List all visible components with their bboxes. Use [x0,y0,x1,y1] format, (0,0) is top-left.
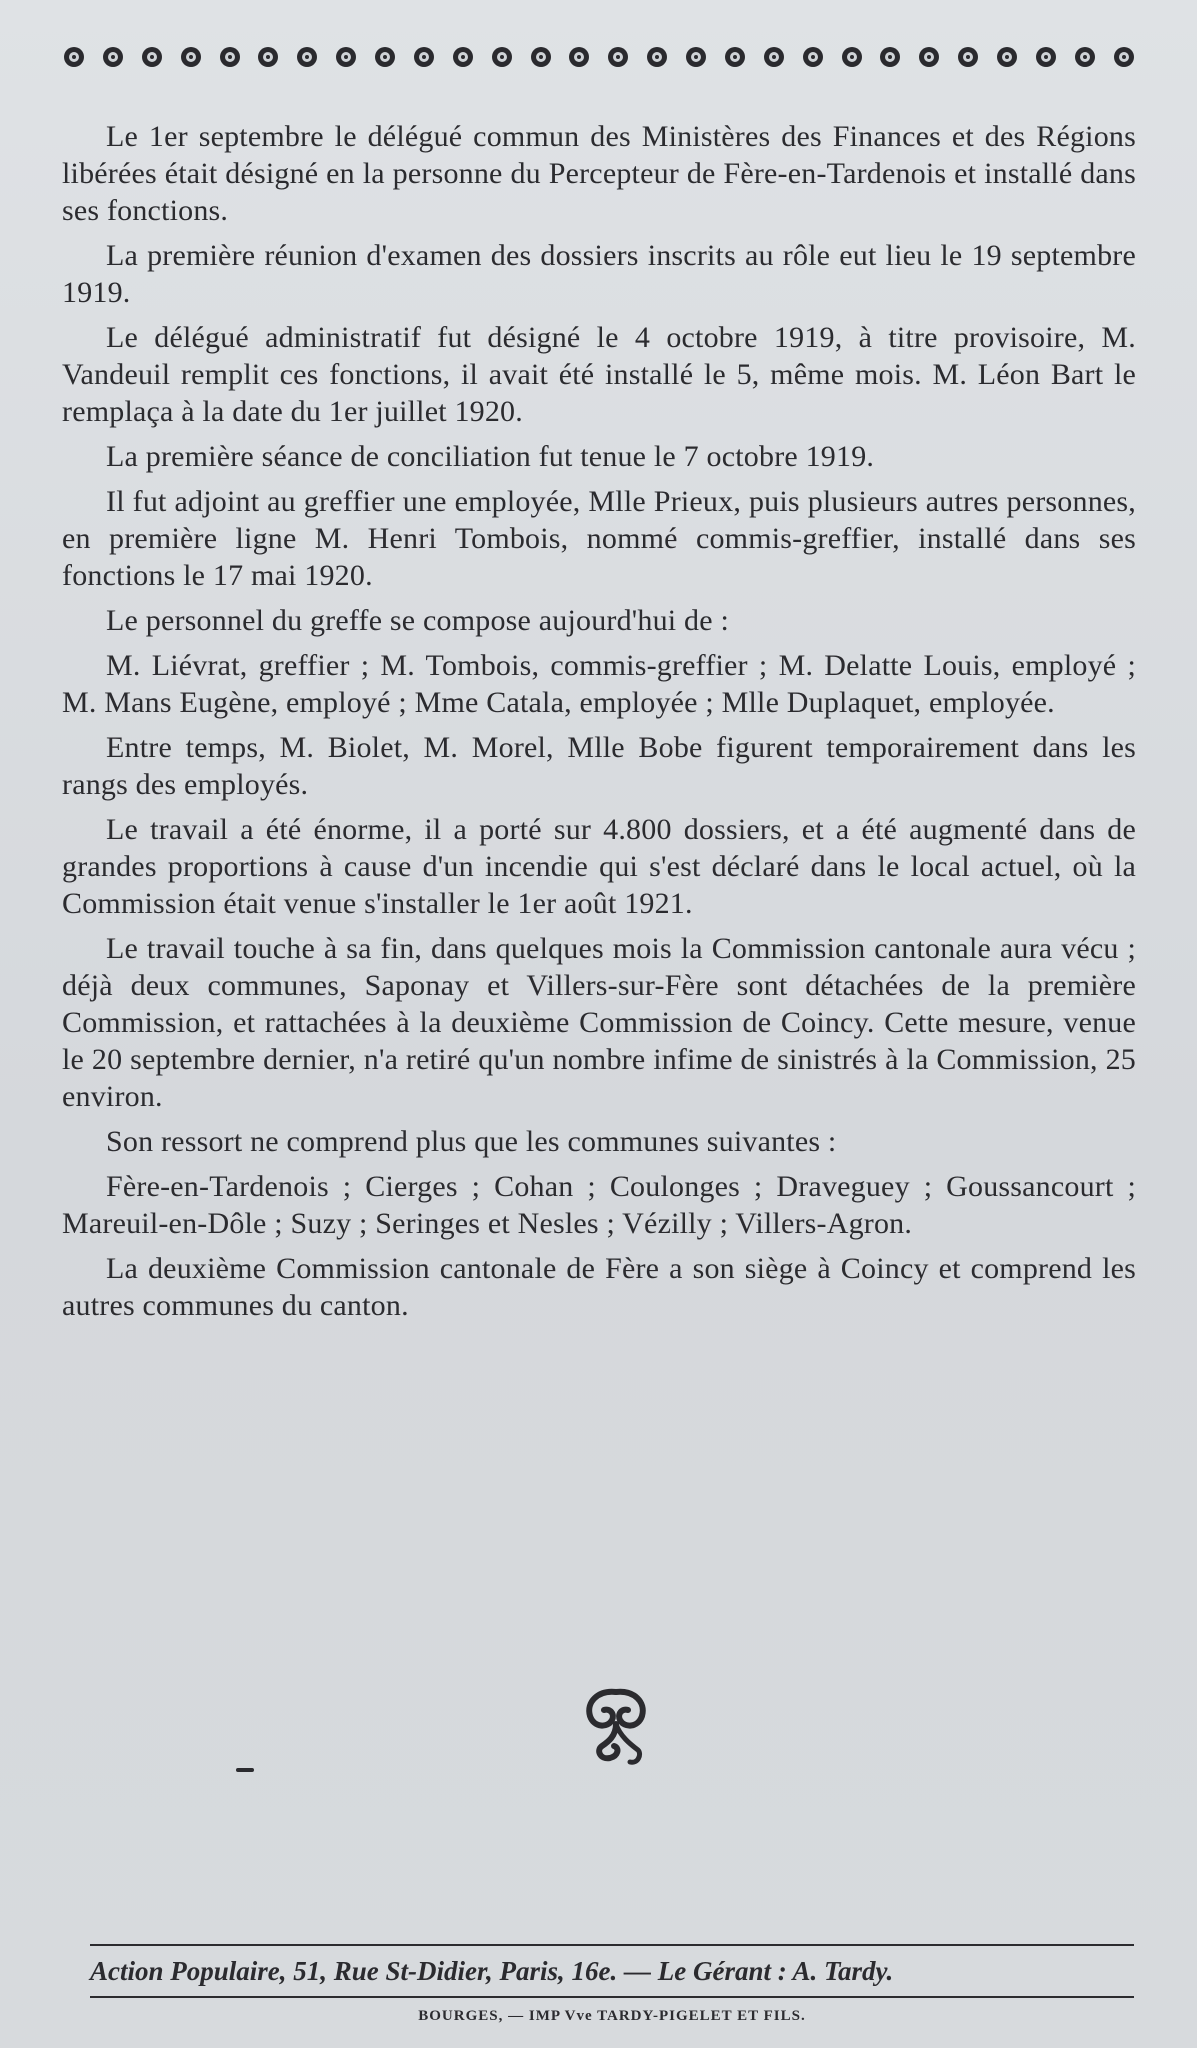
ring-dot-icon [220,47,240,67]
ring-dot-icon [181,47,201,67]
ring-dot-icon [64,47,84,67]
ring-dot-icon [297,47,317,67]
ring-dot-icon [492,47,512,67]
ring-dot-icon [958,47,978,67]
fleuron-ornament-icon [578,1684,654,1770]
ring-dot-icon [258,47,278,67]
ring-dot-icon [1036,47,1056,67]
ring-dot-icon [997,47,1017,67]
ring-dot-icon [842,47,862,67]
paragraph: Le 1er septembre le délégué commun des Ministères des Finances et des Régions libérées était désigné en la personne du Percepteur de Fère-en-Tardenois et installé dans ses fonctions. [62,120,1136,227]
ring-dot-icon [453,47,473,67]
footer-rule [90,1996,1134,1998]
ring-dot-icon [764,47,784,67]
ornament-border [64,44,1134,70]
ring-dot-icon [1114,47,1134,67]
paragraph: Le travail touche à sa fin, dans quelques mois la Commission cantonale aura vécu ; déjà deux communes, Saponay et Villers-sur-Fère sont détachées de la première Commission, et rattachées à la deuxième Commission de Coincy. Cette mesure, venue le 20 septembre dernier, n'a retiré qu'un nombre infime de sinistrés à la Commission, 25 environ. [62,932,1136,1113]
printer-line: BOURGES, — IMP Vve TARDY-PIGELET ET FILS. [418,2008,806,2024]
paragraph: Fère-en-Tardenois ; Cierges ; Cohan ; Coulonges ; Draveguey ; Goussancourt ; Mareuil-en-Dôle ; Suzy ; Seringes et Nesles ; Vézilly ; Villers-Agron. [62,1170,1136,1240]
ring-dot-icon [531,47,551,67]
ring-dot-icon [608,47,628,67]
ink-mark [236,1768,254,1772]
ring-dot-icon [919,47,939,67]
paragraph: M. Liévrat, greffier ; M. Tombois, commis-greffier ; M. Delatte Louis, employé ; M. Mans Eugène, employé ; Mme Catala, employée ; Mlle Duplaquet, employée. [62,649,1136,719]
ring-dot-icon [725,47,745,67]
ring-dot-icon [375,47,395,67]
ring-dot-icon [803,47,823,67]
body-text [62,118,1136,1332]
ring-dot-icon [647,47,667,67]
footer-rule [90,1944,1134,1946]
publisher-imprint: Action Populaire, 51, Rue St-Didier, Paris, 16e. — Le Gérant : A. Tardy. [90,1956,894,1986]
paragraph: Le délégué administratif fut désigné le 4 octobre 1919, à titre provisoire, M. Vandeuil remplit ces fonctions, il avait été installé le 5, même mois. M. Léon Bart le remplaça à la date du 1er juillet 1920. [62,321,1136,428]
paragraph: Son ressort ne comprend plus que les communes suivantes : [106,1125,837,1158]
ring-dot-icon [414,47,434,67]
paragraph: Entre temps, M. Biolet, M. Morel, Mlle Bobe figurent temporairement dans les rangs des employés. [62,731,1136,801]
paragraph: La première réunion d'examen des dossiers inscrits au rôle eut lieu le 19 septembre 1919. [62,239,1136,309]
ring-dot-icon [686,47,706,67]
paragraph: Il fut adjoint au greffier une employée, Mlle Prieux, puis plusieurs autres personnes, en première ligne M. Henri Tombois, nommé commis-greffier, installé dans ses fonctions le 17 mai 1920. [62,485,1136,592]
ring-dot-icon [103,47,123,67]
paragraph: La première séance de conciliation fut tenue le 7 octobre 1919. [106,440,875,473]
paragraph: Le travail a été énorme, il a porté sur 4.800 dossiers, et a été augmenté dans de grandes proportions à cause d'un incendie qui s'est déclaré dans le local actuel, où la Commission était venue s'installer le 1er août 1921. [62,813,1136,920]
ring-dot-icon [569,47,589,67]
paragraph: Le personnel du greffe se compose aujourd'hui de : [106,604,729,637]
ring-dot-icon [336,47,356,67]
ring-dot-icon [880,47,900,67]
paragraph: La deuxième Commission cantonale de Fère a son siège à Coincy et comprend les autres communes du canton. [62,1252,1136,1322]
ring-dot-icon [142,47,162,67]
ring-dot-icon [1075,47,1095,67]
